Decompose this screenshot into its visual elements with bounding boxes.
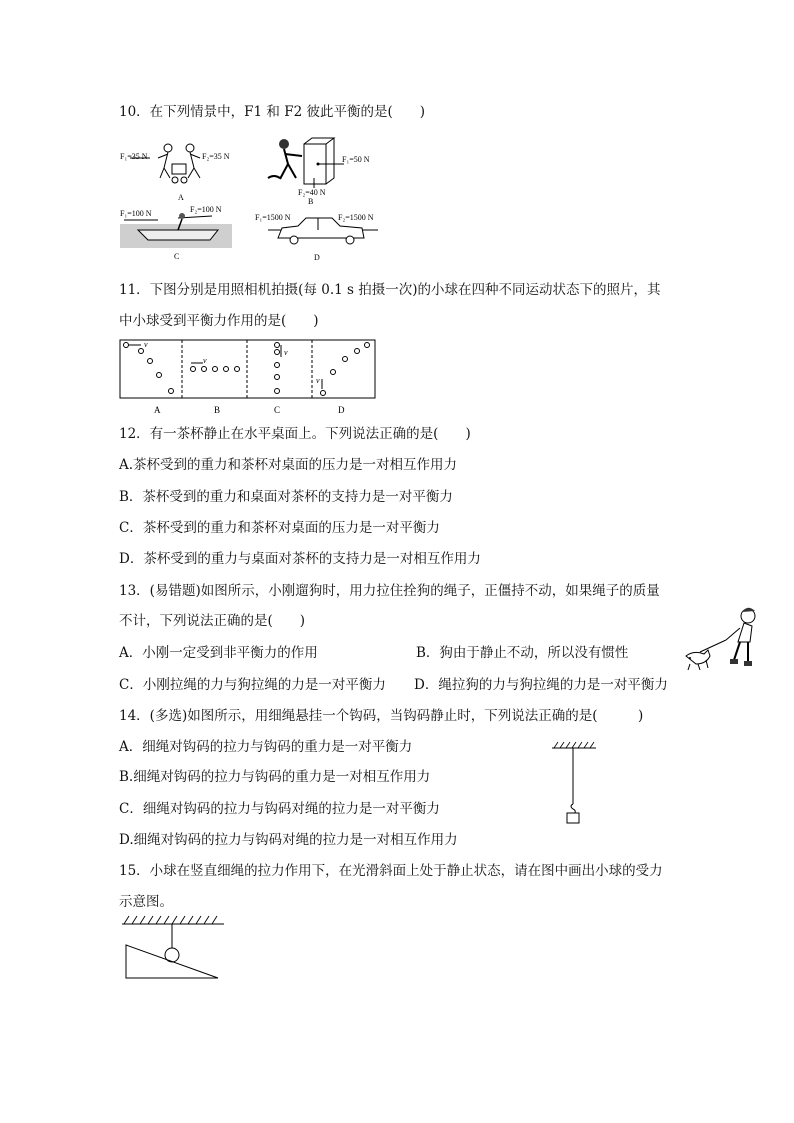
- q14-option-a: A．细绳对钩码的拉力与钩码的重力是一对平衡力: [119, 739, 413, 755]
- q14-option-d: D.细绳对钩码的拉力与钩码对绳的拉力是一对相互作用力: [119, 832, 458, 848]
- q10-b-f2: F₂=40 N: [298, 188, 326, 197]
- q15-incline-figure: [120, 910, 230, 984]
- svg-text:v: v: [284, 348, 288, 357]
- q12-option-a: A.茶杯受到的重力和茶杯对桌面的压力是一对相互作用力: [119, 457, 458, 473]
- q11-label-b: B: [214, 405, 221, 415]
- q11-stem-1: 11．下图分别是用照相机拍摄(每 0.1 s 拍摄一次)的小球在四种不同运动状态下的照片，其: [119, 282, 661, 298]
- q11-panel-c: [275, 343, 289, 394]
- svg-text:v: v: [203, 356, 207, 365]
- q10-d-label: D: [314, 253, 320, 262]
- q12-option-c: C．茶杯受到的重力和茶杯对桌面的压力是一对平衡力: [119, 520, 440, 536]
- q11-label-d: D: [338, 405, 345, 415]
- q10-stem: 10．在下列情景中，F1 和 F2 彼此平衡的是( ): [119, 104, 425, 120]
- q15-stem-2: 示意图。: [119, 894, 173, 910]
- q10-a-f2: F₂=35 N: [202, 152, 230, 161]
- q10-d-f1: F₁=1500 N: [255, 213, 291, 222]
- q10-fig-c: [120, 205, 232, 261]
- q14-option-c: C．细绳对钩码的拉力与钩码对绳的拉力是一对平衡力: [119, 801, 440, 817]
- q11-figure: [119, 339, 377, 419]
- q10-a-f1: F₁=35 N: [120, 152, 148, 161]
- q10-fig-b: [268, 138, 370, 206]
- q10-fig-d: [255, 213, 378, 262]
- q13-option-c: C．小刚拉绳的力与狗拉绳的力是一对平衡力: [119, 677, 386, 693]
- q12-stem: 12．有一茶杯静止在水平桌面上。下列说法正确的是( ): [119, 426, 471, 442]
- q10-d-f2: F₂=1500 N: [338, 213, 374, 222]
- q10-fig-a: [120, 144, 230, 202]
- q11-panel-a: [124, 340, 174, 394]
- q11-stem-2: 中小球受到平衡力作用的是( ): [119, 313, 319, 329]
- q13-option-b: B．狗由于静止不动，所以没有惯性: [416, 645, 629, 661]
- q13-boy-dog-figure: [678, 604, 762, 674]
- q11-panel-b: [191, 356, 240, 372]
- q14-hook-figure: [548, 738, 600, 828]
- q10-b-label: B: [308, 197, 314, 206]
- q15-stem-1: 15．小球在竖直细绳的拉力作用下，在光滑斜面上处于静止状态，请在图中画出小球的受力: [119, 863, 663, 879]
- q12-option-d: D．茶杯受到的重力与桌面对茶杯的支持力是一对相互作用力: [119, 551, 481, 567]
- q12-option-b: B．茶杯受到的重力和桌面对茶杯的支持力是一对平衡力: [119, 489, 453, 505]
- svg-text:v: v: [316, 376, 320, 385]
- q13-stem-2: 不计，下列说法正确的是( ): [119, 613, 306, 629]
- q10-figures: [118, 134, 398, 264]
- q10-a-label: A: [178, 193, 184, 202]
- q14-option-b: B.细绳对钩码的拉力与钩码的重力是一对相互作用力: [119, 769, 431, 785]
- q13-option-a: A．小刚一定受到非平衡力的作用: [119, 645, 318, 661]
- q13-option-d: D．绳拉狗的力与狗拉绳的力是一对平衡力: [414, 677, 668, 693]
- q11-label-a: A: [154, 405, 161, 415]
- q13-stem-1: 13．(易错题)如图所示，小刚遛狗时，用力拉住拴狗的绳子，正僵持不动，如果绳子的质量: [119, 583, 660, 599]
- q10-c-f1: F₁=100 N: [120, 209, 152, 218]
- q10-b-f1: F₁=50 N: [342, 155, 370, 164]
- q10-c-f2: F₂=100 N: [190, 205, 222, 214]
- svg-text:v: v: [144, 340, 148, 349]
- q11-panel-d: [316, 343, 370, 396]
- q10-c-label: C: [174, 252, 180, 261]
- q11-label-c: C: [274, 405, 281, 415]
- q14-stem: 14．(多选)如图所示，用细绳悬挂一个钩码，当钩码静止时，下列说法正确的是( ): [119, 708, 644, 724]
